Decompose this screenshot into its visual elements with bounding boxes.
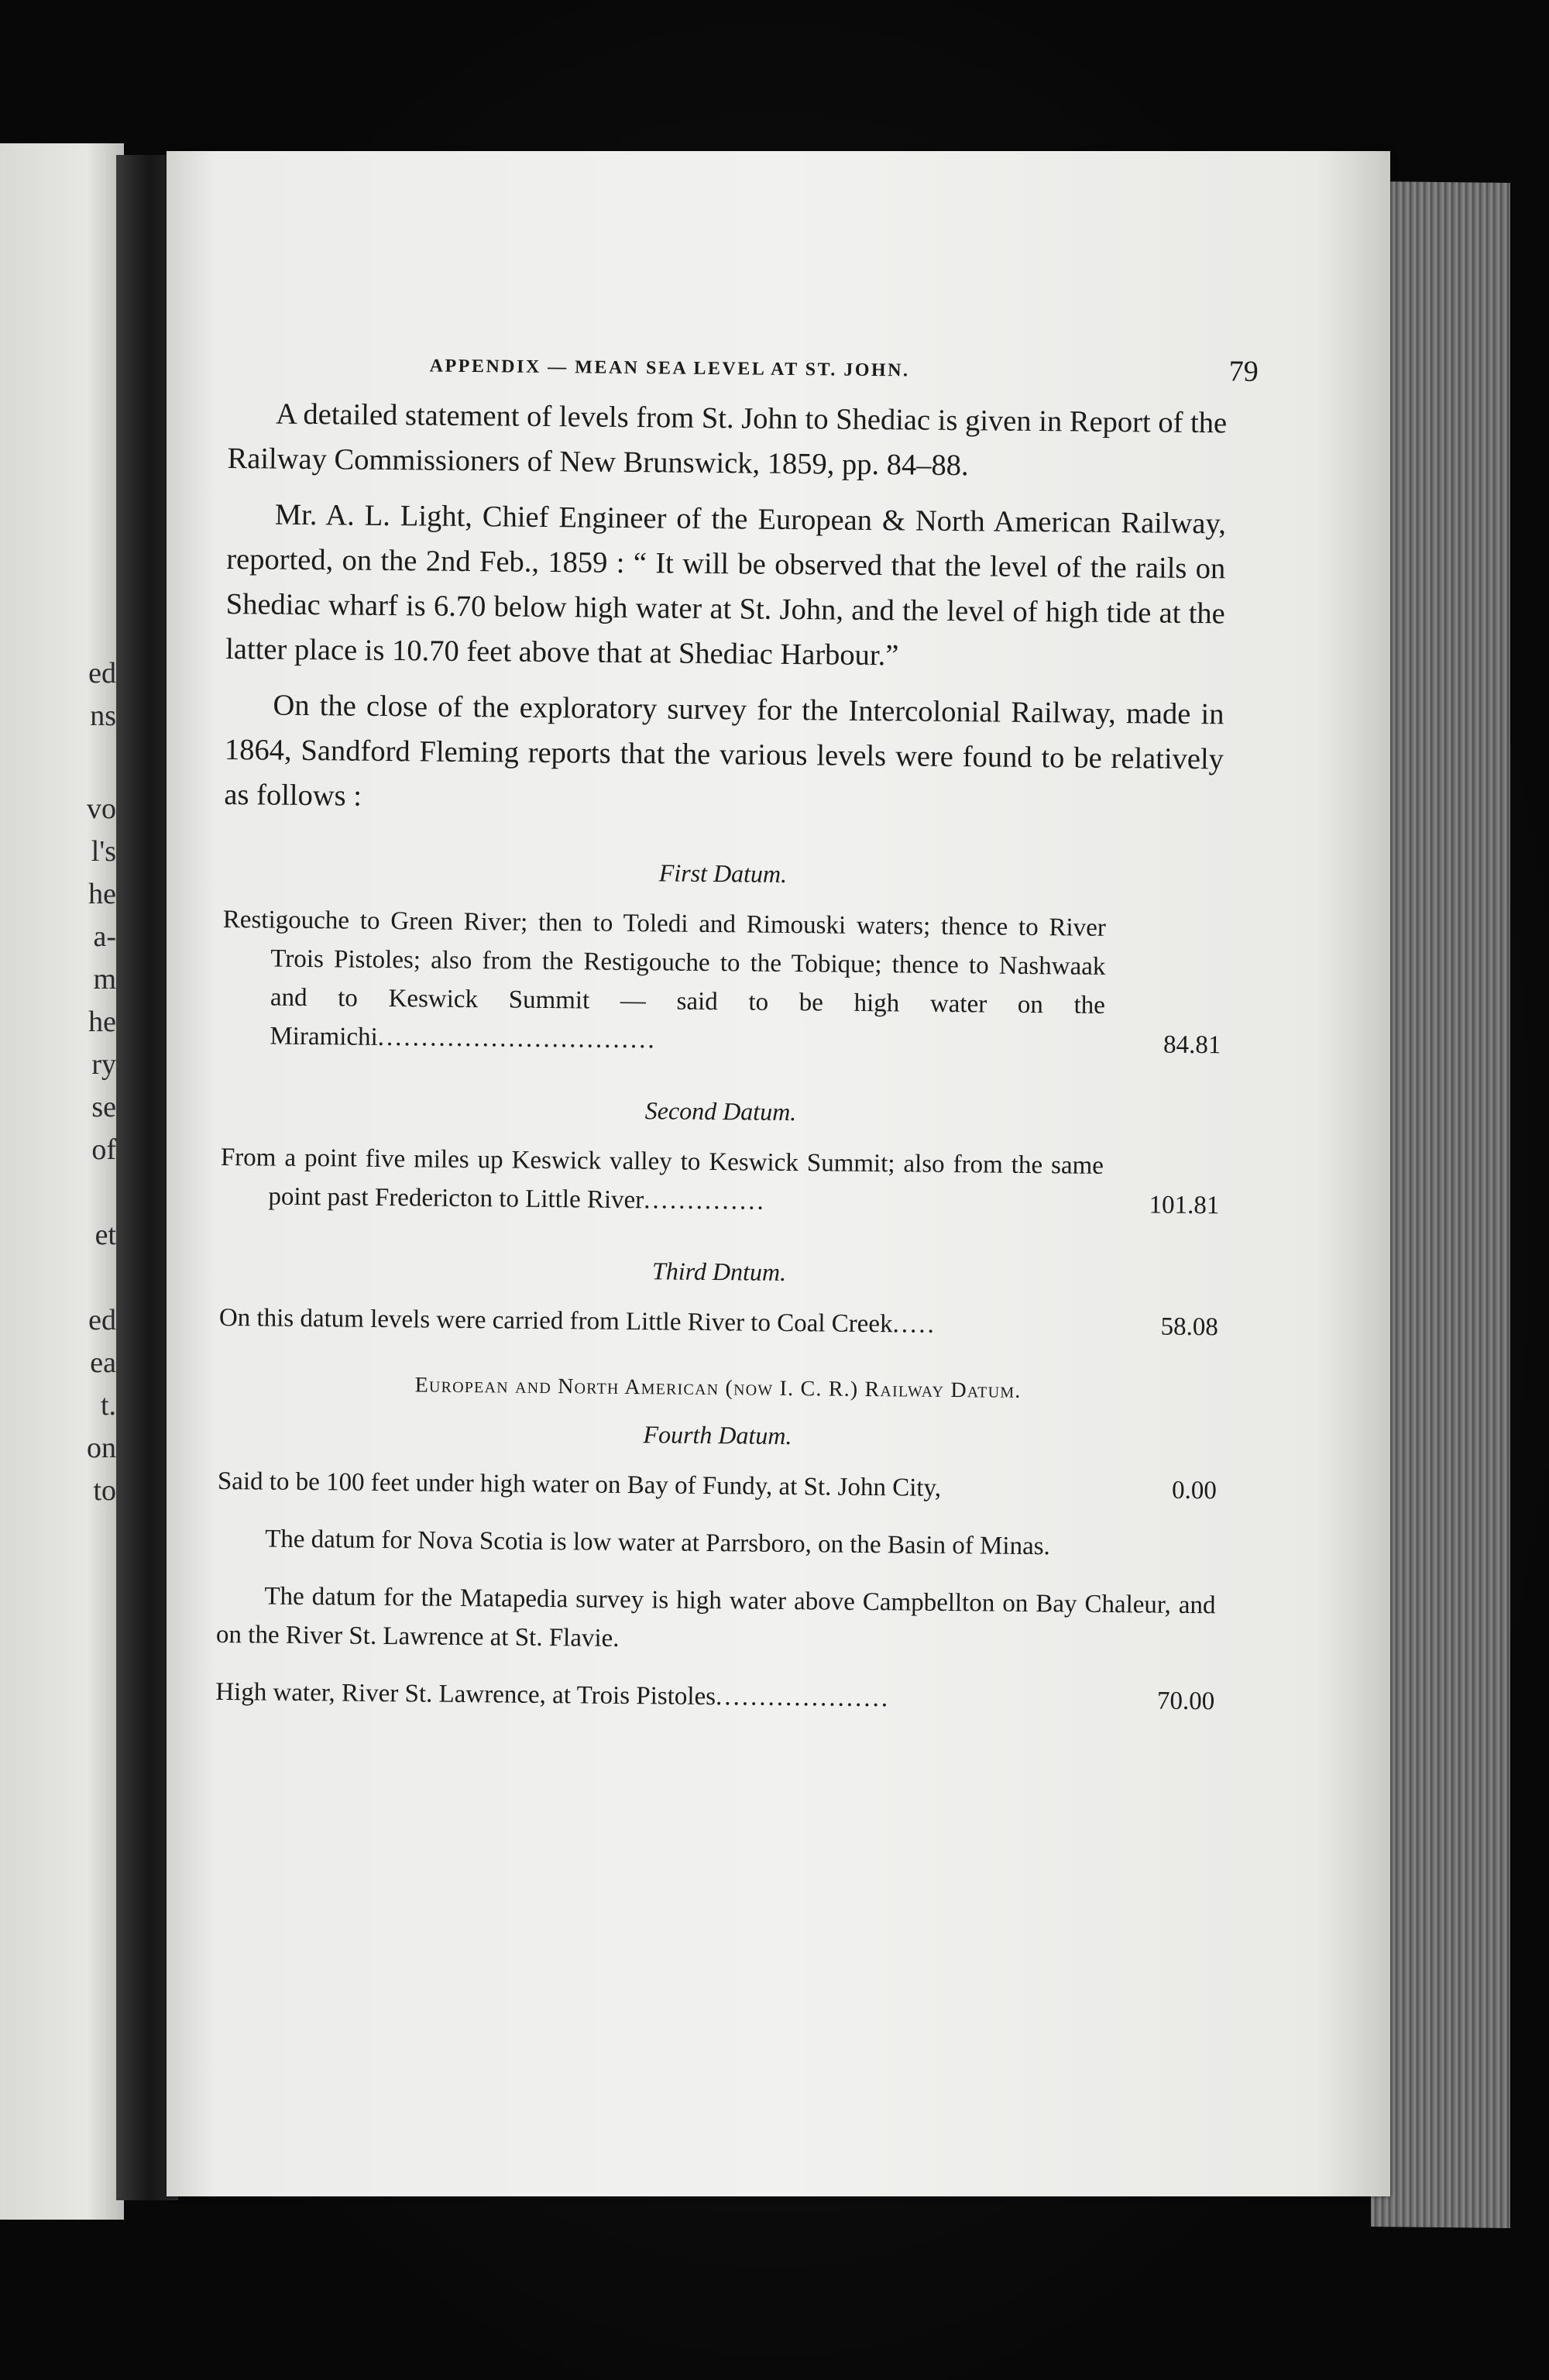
page-block-edges [1371,181,1510,2228]
running-title: APPENDIX — MEAN SEA LEVEL AT ST. JOHN. [429,356,910,381]
entry-text: Restigouche to Green River; then to Toledi and Rimouski waters; thence to River Trois Pistoles; also from the Restigouche to the Tobique; thence to Nashwaak and to Keswick Summit — said to be high water on the Miramichi [222,905,1106,1051]
left-page-fragment: to [93,1474,116,1507]
page-number: 79 [1228,355,1259,388]
left-page-fragment: et [94,1219,116,1251]
entry-value: 84.81 [1163,1030,1221,1060]
railway-datum-heading: European and North American (now I. C. R.) Railway Datum. [414,1373,1022,1403]
book-page [167,151,1390,2196]
entry-text: Said to be 100 feet under high water on Bay of Fundy, at St. John City, [217,1467,942,1502]
dot-leader: ................................ [377,1023,657,1054]
note-paragraph: The datum for Nova Scotia is low water at Parrsboro, on the Basin of Minas. [265,1525,1050,1561]
entry-text: From a point five miles up Keswick valley to Keswick Summit; also from the same point past Fredericton to Little River [220,1143,1104,1215]
left-page-fragment: he [88,1006,116,1038]
page-content [215,345,1259,1721]
paragraph: A detailed statement of levels from St. John to Shediac is given in Report of the Railway Commissioners of New Brunswick, 1859, pp. 84–88. [227,397,1228,483]
dot-leader: .............. [644,1186,766,1216]
datum-entry-third [219,1298,1218,1346]
left-page-fragment: vo [87,793,116,825]
left-page-fragment: se [91,1091,116,1123]
left-page-fragment: l's [91,835,116,868]
left-page-fragment: a- [93,920,116,953]
entry-value: 70.00 [1156,1687,1215,1716]
left-page-fragment: ry [91,1048,116,1081]
paragraph: Mr. A. L. Light, Chief Engineer of the European & North American Railway, reported, on the 2nd Feb., 1859 : “ It will be observed that the level of the rails on Shediac wharf is 6.70 below high water at St. John, and the level of high tide at the latter place is 10.70 feet above that at Shediac Harbour.” [225,498,1227,672]
left-page-fragment: on [87,1432,116,1464]
datum-heading-fourth: Fourth Datum. [643,1420,792,1450]
datum-entry-first [222,900,1222,1064]
entry-value: 101.81 [1149,1191,1220,1220]
left-page-fragment: ed [88,1304,116,1336]
entry-value: 0.00 [1171,1476,1218,1505]
left-page-fragment: m [93,963,116,996]
datum-heading-first: First Datum. [658,858,788,888]
left-page-fragment: ns [90,700,116,732]
final-entry [215,1673,1214,1721]
left-page-fragment: ea [90,1346,116,1379]
datum-heading-second: Second Datum. [644,1096,797,1126]
datum-entry-second [220,1138,1220,1225]
left-page-fragment: ed [88,657,116,690]
entry-text: On this datum levels were carried from Little River to Coal Creek [218,1303,893,1339]
entry-text: High water, River St. Lawrence, at Trois Pistoles [215,1677,716,1711]
left-facing-page [0,143,124,2220]
note-paragraph: The datum for the Matapedia survey is high water above Campbellton on Bay Chaleur, and on the River St. Lawrence at St. Flavie. [215,1582,1216,1653]
running-head [228,345,1259,401]
dot-leader: .................... [715,1683,891,1713]
entry-value: 58.08 [1160,1312,1219,1342]
datum-entry-fourth [218,1462,1217,1510]
dot-leader: ..... [892,1310,936,1339]
left-page-fragment: t. [100,1389,116,1422]
left-page-fragment: of [91,1133,116,1166]
datum-heading-third: Third Dntum. [651,1257,787,1286]
paragraph: On the close of the exploratory survey for the Intercolonial Railway, made in 1864, Sandford Fleming reports that the various levels were found to be relatively as follows : [224,689,1224,813]
left-page-fragment: he [88,878,116,910]
